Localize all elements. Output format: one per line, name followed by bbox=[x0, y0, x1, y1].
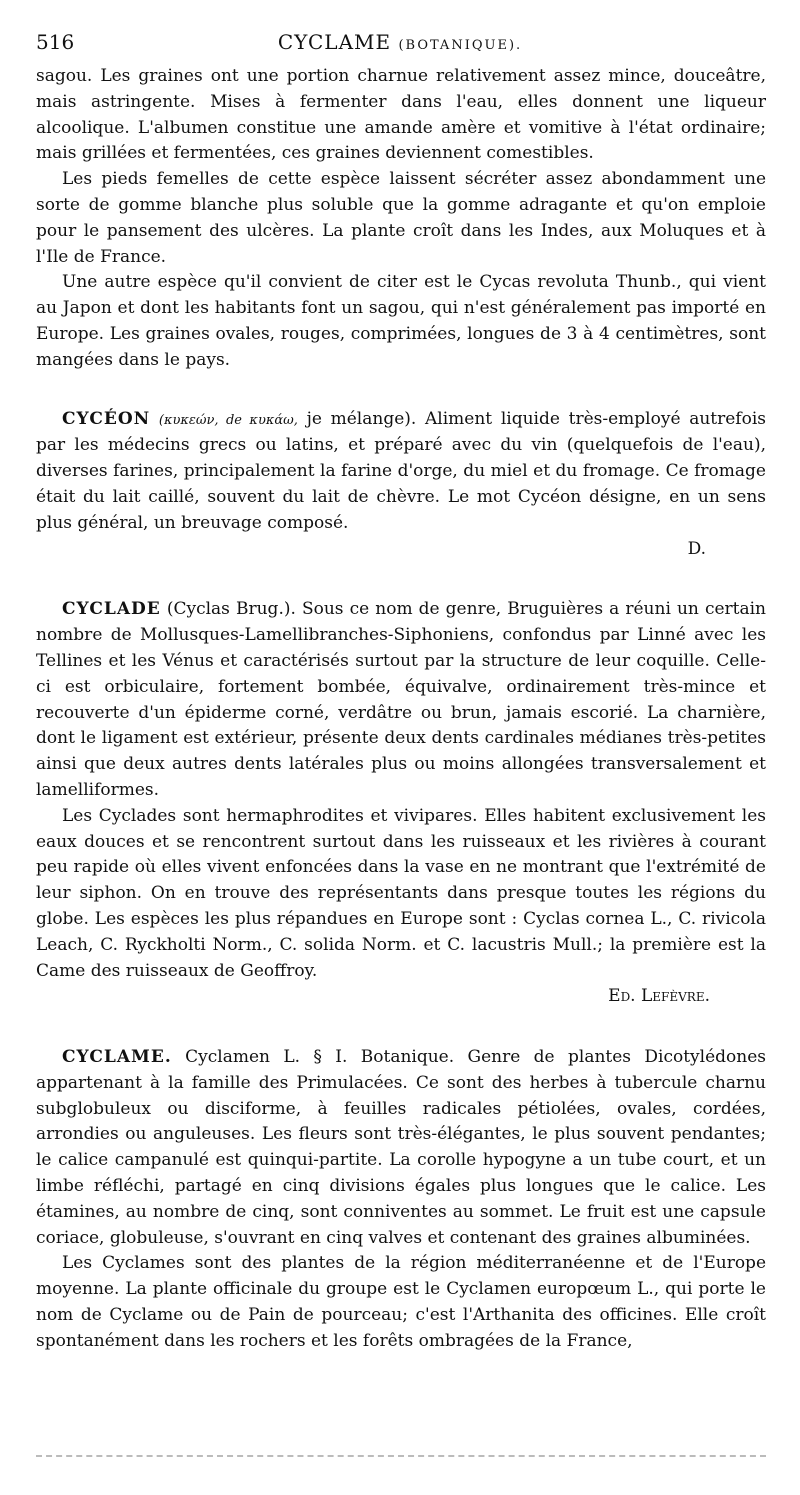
headword-cyceon: CYCÉON bbox=[62, 408, 151, 429]
greek-etymology: (κυκεών, de κυκάω, bbox=[158, 412, 298, 428]
paragraph-cycas-1: sagou. Les graines ont une portion charnue relativement assez mince, douceâtre, mais astringente. Mises à fermenter dans l'eau, elles donnent une liqueur alcoolique. L'albumen constitue une amande amère et vomitive à l'état ordinaire; mais grillées et fermentées, ces graines deviennent comestibles. bbox=[36, 66, 766, 164]
headword-cyclame: CYCLAME. bbox=[62, 1047, 172, 1068]
paragraph-cycas-3: Une autre espèce qu'il convient de citer est le Cycas revoluta Thunb., qui vient au Japon et dont les habitants font un sagou, qui n'est généralement pas importé en Europe. Les graines ovales, rouges, comprimées, longues de 3 à 4 centimètres, sont mangées dans le pays. bbox=[36, 272, 766, 370]
page-number: 516 bbox=[36, 30, 75, 54]
running-title bbox=[36, 30, 764, 54]
paragraph-cycas-2: Les pieds femelles de cette espèce laissent sécréter assez abondamment une sorte de gomme blanche plus soluble que la gomme adragante et qu'on emploie pour le pansement des ulcères. La plante croît dans les Indes, aux Moluques et à l'Ile de France. bbox=[36, 169, 766, 267]
paragraph-cyclade-2: Les Cyclades sont hermaphrodites et vivipares. Elles habitent exclusivement les eaux douces et se rencontrent surtout dans les ruisseaux et les rivières à courant peu rapide où elles vivent enfoncées dans la vase en ne montrant que l'extrémité de leur siphon. On en trouve des représentants dans presque toutes les régions du globe. Les espèces les plus répandues en Europe sont : Cyclas cornea L., C. rivicola Leach, C. Ryckholti Norm., C. solida Norm. et C. lacustris Mull.; la première est la Came des ruisseaux de Geoffroy. bbox=[36, 805, 766, 981]
running-title-main: CYCLAME bbox=[277, 30, 392, 54]
page-body bbox=[36, 64, 766, 1355]
bottom-scan-artifact bbox=[36, 1455, 766, 1461]
running-title-sub: (BOTANIQUE). bbox=[398, 38, 523, 53]
entry-cyclade bbox=[36, 597, 766, 803]
cyceon-text: je mélange). Aliment liquide très-employé autrefois par les médecins grecs ou latins, et préparé avec du vin (quelquefois de l'eau), diverses farines, principalement la farine d'orge, du miel et du fromage. Ce fromage était du lait caillé, souvent du lait de chèvre. Le mot Cycéon désigne, en un sens plus général, un breuvage composé. bbox=[36, 408, 766, 533]
cyclade-text: (Cyclas Brug.). Sous ce nom de genre, Bruguières a réuni un certain nombre de Mollusques-Lamellibranches-Siphoniens, confondus par Linné avec les Tellines et les Vénus et caractérisés surtout par la structure de leur coquille. Celle-ci est orbiculaire, fortement bombée, équivalve, ordinairement très-mince et recouverte d'un épiderme corné, verdâtre ou brun, jamais escorié. La charnière, dont le ligament est extérieur, présente deux dents cardinales médianes très-petites ainsi que deux autres dents latérales plus ou moins allongées transversalement et lamelliformes. bbox=[36, 599, 766, 800]
signature-lefevre: Ed. Lefèvre. bbox=[608, 986, 710, 1007]
section-gap bbox=[36, 562, 766, 597]
page-header bbox=[36, 30, 764, 60]
headword-cyclade: CYCLADE bbox=[62, 599, 161, 620]
cyclame-text: Cyclamen L. § I. Botanique. Genre de plantes Dicotylédones appartenant à la famille des Primulacées. Ce sont des herbes à tubercule charnu subglobuleux ou disciforme, à feuilles radicales pétiolées, ovales, cordées, arrondies ou anguleuses. Les fleurs sont très-élégantes, le plus souvent pendantes; le calice campanulé est quinqui-partite. La corolle hypogyne a un tube court, et un limbe réfléchi, partagé en cinq divisions égales plus longues que le calice. Les étamines, au nombre de cinq, sont conniventes au sommet. Le fruit est une capsule coriace, globuleuse, s'ouvrant en cinq valves et contenant des graines albuminées. bbox=[36, 1047, 766, 1248]
entry-cyceon bbox=[36, 407, 766, 537]
signature-cyceon: D. bbox=[687, 538, 706, 559]
section-gap bbox=[36, 374, 766, 407]
paragraph-cyclame-2: Les Cyclames sont des plantes de la région méditerranéenne et de l'Europe moyenne. La plante officinale du groupe est le Cyclamen europœum L., qui porte le nom de Cyclame ou de Pain de pourceau; c'est l'Arthanita des officines. Elle croît spontanément dans les rochers et les forêts ombragées de la France, bbox=[36, 1253, 766, 1351]
entry-cyclame bbox=[36, 1045, 766, 1251]
section-gap bbox=[36, 1010, 766, 1045]
